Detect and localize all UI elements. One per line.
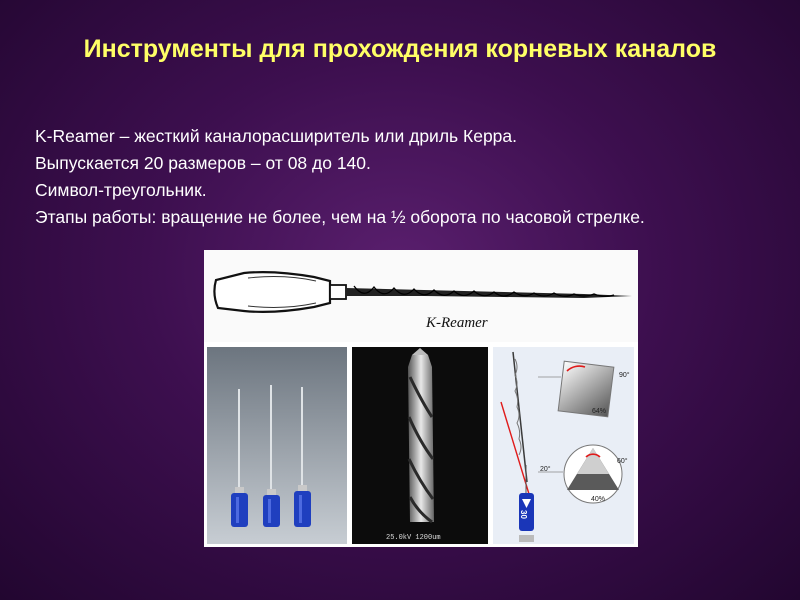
pct-40-label: 40% (591, 496, 606, 503)
slide-title: Инструменты для прохождения корневых каналов (83, 35, 717, 63)
sem-scale-label: 25.0kV 1200um (386, 534, 441, 542)
reamers-photo (207, 347, 347, 544)
cross-section-diagram (493, 347, 634, 544)
angle-20-label: 20° (540, 466, 551, 473)
angle-90-label: 90° (619, 372, 630, 379)
k-reamer-drawing-label: K-Reamer (426, 315, 488, 331)
angle-60-label: 60° (617, 458, 628, 465)
sem-micrograph (352, 347, 488, 544)
pct-64-label: 64% (592, 408, 607, 415)
bullet-definition: K-Reamer – жесткий каналорасширитель или дриль Керра. (35, 126, 518, 146)
bullet-sizes: Выпускается 20 размеров – от 08 до 140. (35, 153, 371, 173)
k-reamer-drawing (204, 250, 638, 342)
handle-size-label: 30 (518, 510, 528, 519)
bullet-list (35, 125, 755, 233)
bullet-symbol: Символ-треугольник. (35, 180, 207, 200)
bullet-work-stages: Этапы работы: вращение не более, чем на ½ оборота по часовой стрелке. (35, 207, 645, 227)
k-reamer-figure (204, 250, 638, 547)
